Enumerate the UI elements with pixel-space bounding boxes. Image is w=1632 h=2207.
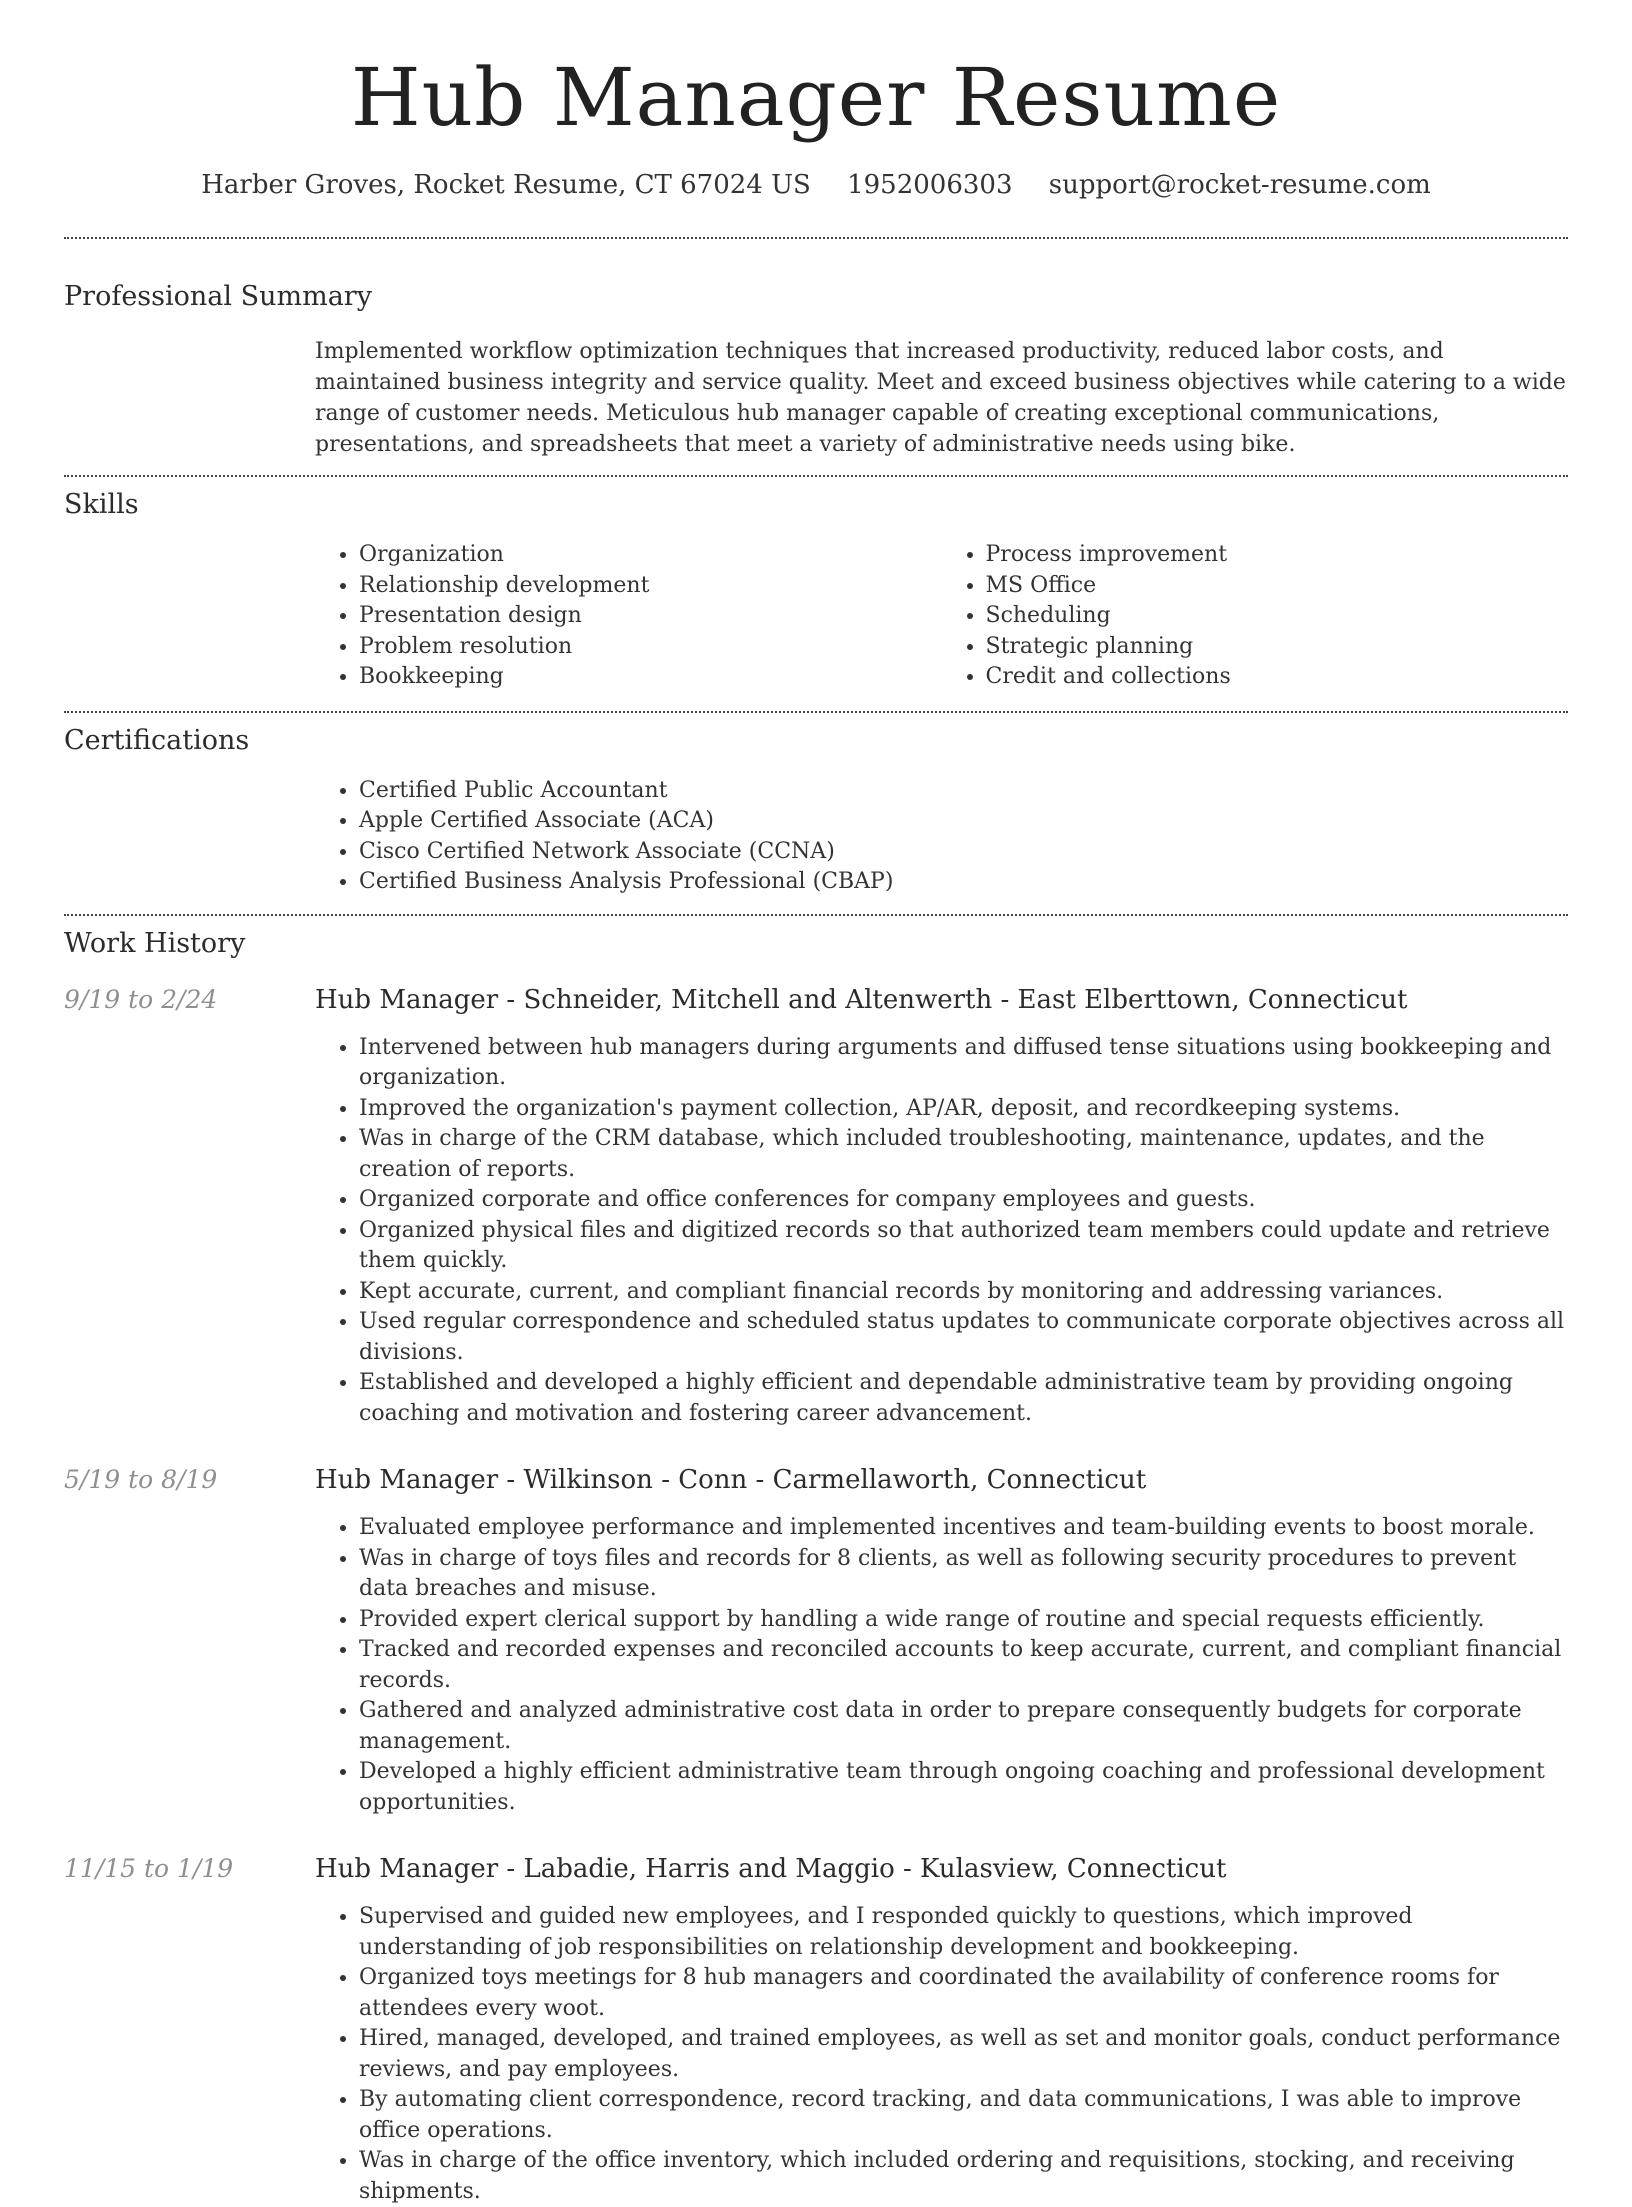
job-header bbox=[64, 1465, 1568, 1495]
list-item: • Organized physical files and digitized records so that authorized team members could update and retrieve them quickly. bbox=[359, 1216, 1568, 1277]
divider bbox=[64, 475, 1568, 477]
list-item: • MS Office bbox=[986, 571, 1569, 602]
job-title: Hub Manager - Labadie, Harris and Maggio - Kulasview, Connecticut bbox=[315, 1854, 1227, 1884]
job-header bbox=[64, 1854, 1568, 1884]
contact-email: support@rocket-resume.com bbox=[1048, 170, 1431, 200]
list-item: • Strategic planning bbox=[986, 632, 1569, 663]
list-item: • Evaluated employee performance and implemented incentives and team-building events to boost morale. bbox=[359, 1513, 1568, 1544]
work-heading: Work History bbox=[64, 927, 246, 959]
list-item: • Organized corporate and office conferences for company employees and guests. bbox=[359, 1185, 1568, 1216]
job-title: Hub Manager - Schneider, Mitchell and Altenwerth - East Elberttown, Connecticut bbox=[315, 984, 1408, 1015]
list-item: • Certified Public Accountant bbox=[359, 776, 1568, 807]
list-item: • Supervised and guided new employees, and I responded quickly to questions, which improved understanding of job responsibilities on relationship development and bookkeeping. bbox=[359, 1902, 1568, 1963]
divider bbox=[64, 914, 1568, 916]
list-item: • Developed a highly efficient administrative team through ongoing coaching and professional development opportunities. bbox=[359, 1757, 1568, 1818]
certifications-list bbox=[315, 776, 1568, 898]
list-item: • Presentation design bbox=[359, 601, 942, 632]
job-header bbox=[64, 985, 1568, 1015]
contact-phone: 1952006303 bbox=[847, 170, 1013, 200]
list-item: • Was in charge of the office inventory, which included ordering and requisitions, stocking, and receiving shipments. bbox=[359, 2146, 1568, 2207]
list-item: • Apple Certified Associate (ACA) bbox=[359, 806, 1568, 837]
job-entry bbox=[64, 985, 1568, 1430]
list-item: • Used regular correspondence and scheduled status updates to communicate corporate objectives across all divisions. bbox=[359, 1307, 1568, 1368]
job-title: Hub Manager - Wilkinson - Conn - Carmellaworth, Connecticut bbox=[315, 1465, 1147, 1495]
divider bbox=[64, 237, 1568, 239]
skills-heading: Skills bbox=[64, 489, 139, 520]
resume-page bbox=[64, 0, 1568, 2207]
certifications-heading: Certifications bbox=[64, 724, 250, 756]
list-item: • Credit and collections bbox=[986, 662, 1569, 693]
list-item: • Gathered and analyzed administrative cost data in order to prepare consequently budgets for corporate management. bbox=[359, 1696, 1568, 1757]
skills-section bbox=[315, 540, 1568, 693]
job-entry bbox=[64, 1465, 1568, 1818]
list-item: • Organized toys meetings for 8 hub managers and coordinated the availability of conference rooms for attendees every woot. bbox=[359, 1963, 1568, 2024]
list-item: • Bookkeeping bbox=[359, 662, 942, 693]
divider bbox=[64, 711, 1568, 713]
list-item: • Process improvement bbox=[986, 540, 1569, 571]
job-dates: 11/15 to 1/19 bbox=[64, 1854, 234, 1883]
list-item: • Established and developed a highly efficient and dependable administrative team by providing ongoing coaching and motivation and fostering career advancement. bbox=[359, 1368, 1568, 1429]
list-item: • Intervened between hub managers during arguments and diffused tense situations using bookkeeping and organization. bbox=[359, 1033, 1568, 1094]
list-item: • Problem resolution bbox=[359, 632, 942, 663]
job-dates: 9/19 to 2/24 bbox=[64, 984, 218, 1014]
summary-heading: Professional Summary bbox=[64, 281, 372, 312]
summary-text: Implemented workflow optimization techniques that increased productivity, reduced labor costs, and maintained business integrity and service quality. Meet and exceed business objectives while catering to a wide range of customer needs. Meticulous hub manager capable of creating exceptional communications, presentations, and spreadsheets that meet a variety of administrative needs using bike. bbox=[315, 339, 1566, 457]
list-item: • Tracked and recorded expenses and reconciled accounts to keep accurate, current, and compliant financial records. bbox=[359, 1635, 1568, 1696]
list-item: • Cisco Certified Network Associate (CCNA) bbox=[359, 837, 1568, 868]
list-item: • Organization bbox=[359, 540, 942, 571]
list-item: • Certified Business Analysis Professional (CBAP) bbox=[359, 867, 1568, 898]
resume-title: Hub Manager Resume bbox=[350, 51, 1282, 144]
summary-section bbox=[315, 336, 1568, 460]
list-item: • Kept accurate, current, and compliant financial records by monitoring and addressing variances. bbox=[359, 1277, 1568, 1308]
list-item: • Was in charge of the CRM database, which included troubleshooting, maintenance, updates, and the creation of reports. bbox=[359, 1124, 1568, 1185]
job-bullets bbox=[315, 1902, 1568, 2207]
list-item: • Was in charge of toys files and records for 8 clients, as well as following security procedures to prevent data breaches and misuse. bbox=[359, 1544, 1568, 1605]
job-dates: 5/19 to 8/19 bbox=[64, 1465, 218, 1494]
contact-line bbox=[64, 170, 1568, 200]
job-bullets bbox=[315, 1513, 1568, 1818]
list-item: • Relationship development bbox=[359, 571, 942, 602]
contact-address: Harber Groves, Rocket Resume, CT 67024 US bbox=[201, 170, 811, 200]
list-item: • Scheduling bbox=[986, 601, 1569, 632]
list-item: • By automating client correspondence, record tracking, and data communications, I was able to improve office operations. bbox=[359, 2085, 1568, 2146]
skills-list-left bbox=[315, 540, 942, 693]
job-entry bbox=[64, 1854, 1568, 2207]
list-item: • Improved the organization's payment collection, AP/AR, deposit, and recordkeeping systems. bbox=[359, 1094, 1568, 1125]
list-item: • Hired, managed, developed, and trained employees, as well as set and monitor goals, conduct performance reviews, and pay employees. bbox=[359, 2024, 1568, 2085]
list-item: • Provided expert clerical support by handling a wide range of routine and special requests efficiently. bbox=[359, 1605, 1568, 1636]
job-bullets bbox=[315, 1033, 1568, 1430]
certifications-section bbox=[315, 776, 1568, 898]
skills-list-right bbox=[942, 540, 1569, 693]
